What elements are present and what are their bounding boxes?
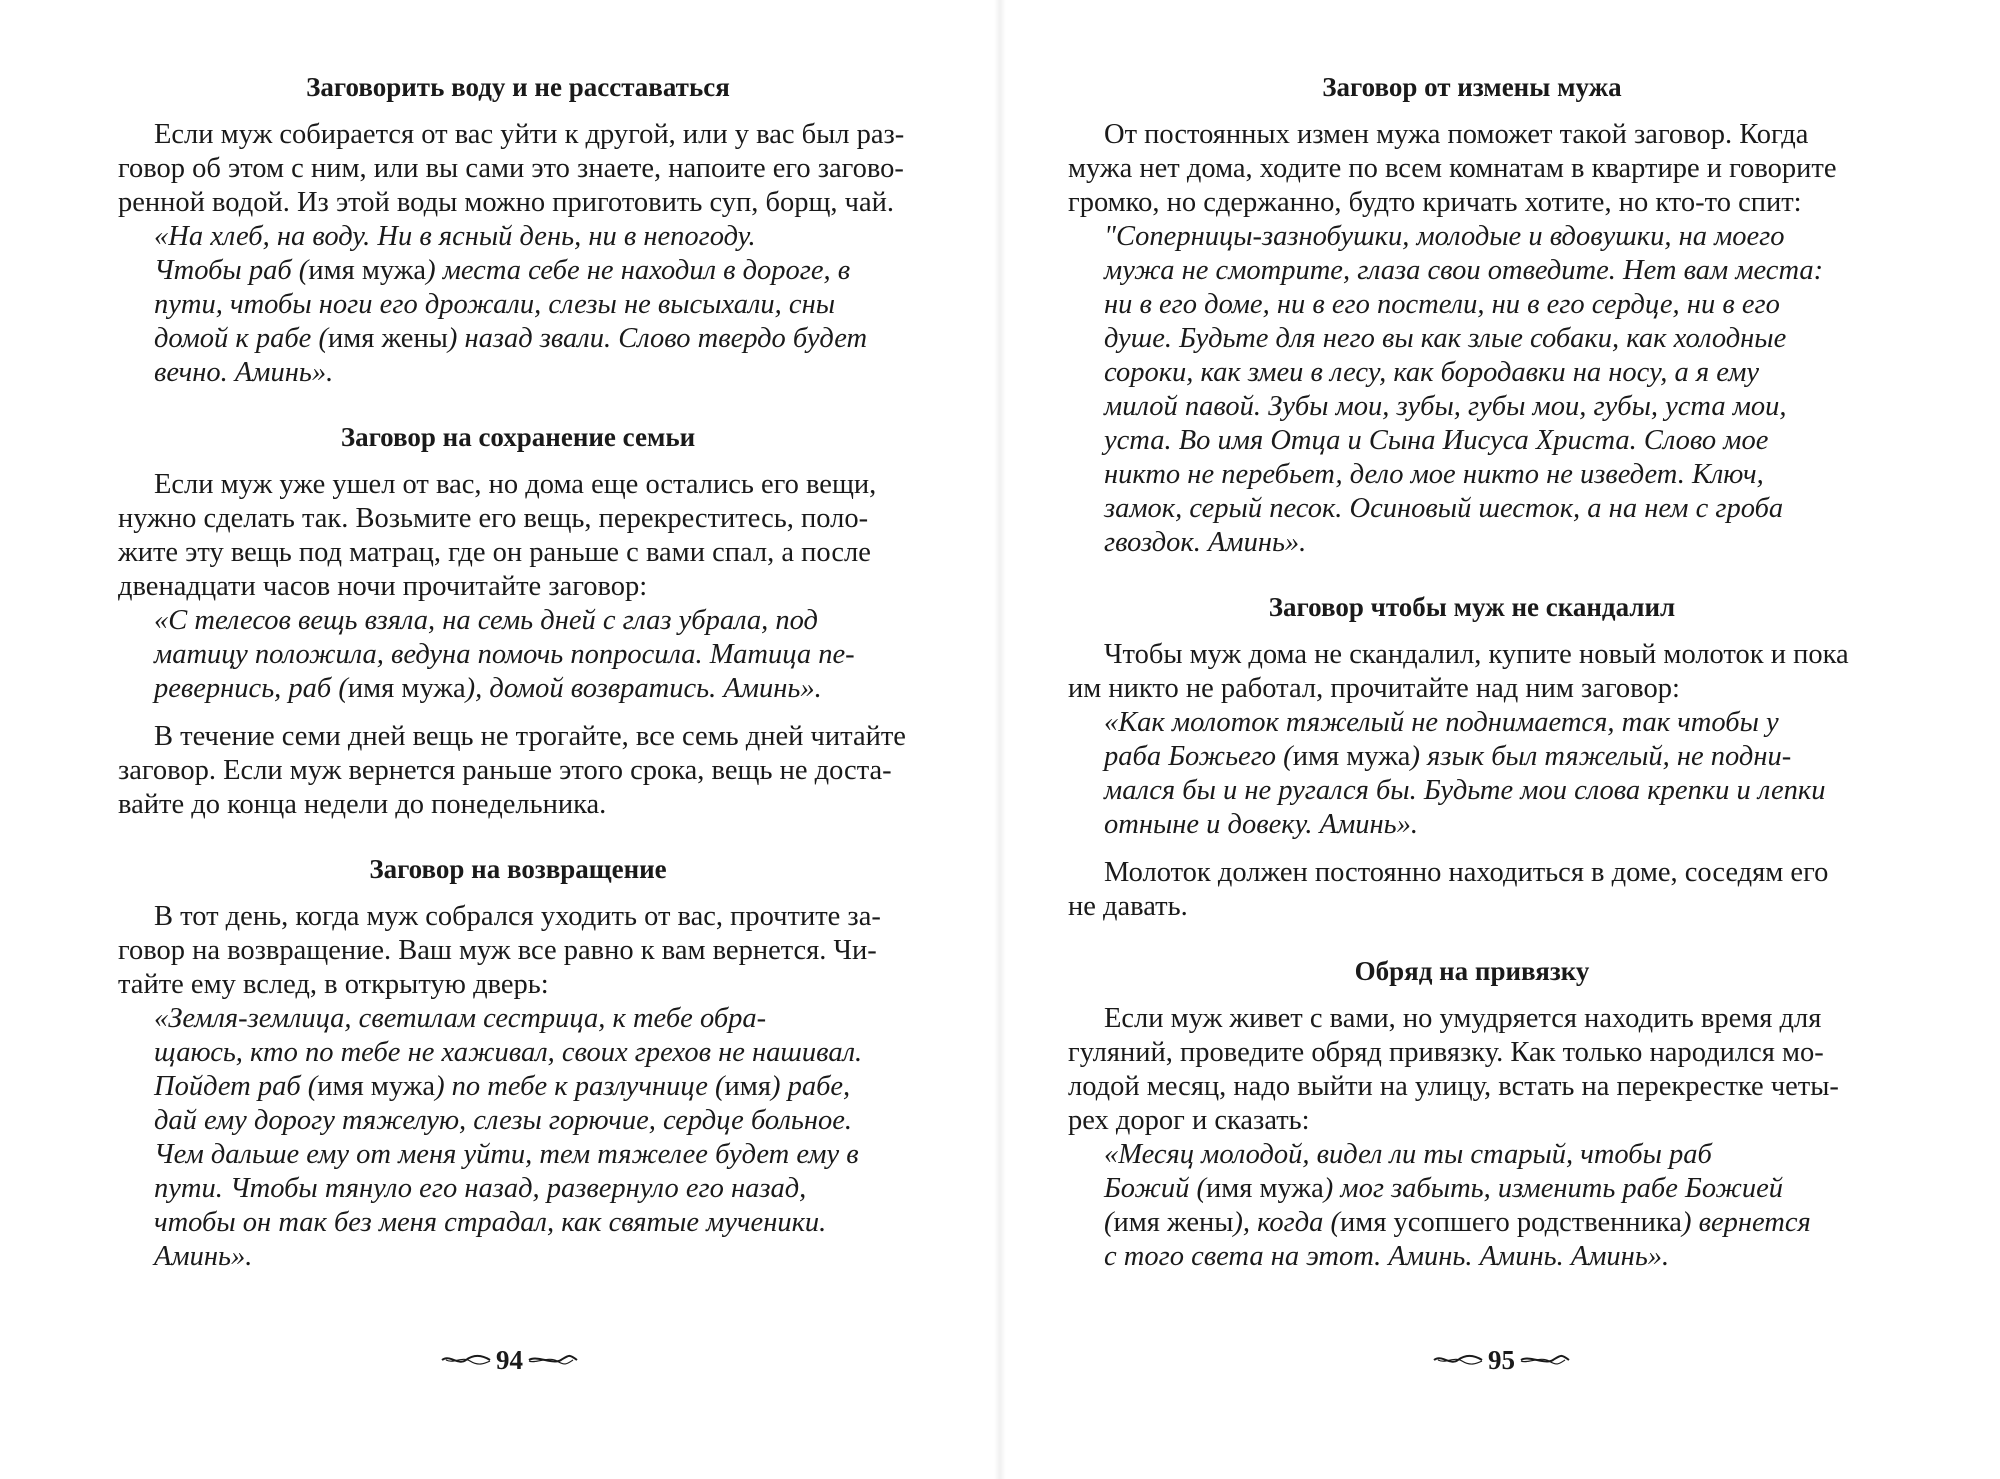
- paragraph: В течение семи дней вещь не трогайте, все семь дней читайте заговор. Если муж вернется раньше этого срока, вещь не доста- вайте до конца недели до понедельника.: [118, 721, 906, 820]
- section-heading: Заговор чтобы муж не скандалил: [1268, 592, 1676, 622]
- section-heading: Заговорить воду и не расставаться: [306, 72, 730, 102]
- paragraph: Если муж живет с вами, но умудряется находить время для гуляний, проведите обряд привязку. Как только народился мо- лодой месяц, надо выйти на улицу, встать на перекрестке четы- рех дорог и сказать:: [1068, 1003, 1839, 1136]
- paragraph: Если муж уже ушел от вас, но дома еще остались его вещи, нужно сделать так. Возьмите его вещь, перекреститесь, поло- жите эту вещь под матрац, где он раньше с вами спал, а после двенадцати часов ночи прочитайте заговор:: [118, 469, 877, 602]
- charm-text: "Соперницы-зазнобушки, молодые и вдовушки, на моего мужа не смотрите, глаза свои отведите. Нет вам места: ни в его доме, ни в его постели, ни в его сердце, ни в его душе. Будьте для него вы как злые собаки, как холодные сороки, как змеи в лесу, как бородавки на носу, а я ему милой павой. Зубы мои, зубы, губы мои, губы, уста мои, уста. Во имя Отца и Сына Иисуса Христа. Слово мое никто не перебьет, дело мое никто не изведет. Ключ, замок, серый песок. Осиновый шесток, а на нем с гроба гвоздок. Аминь».: [1104, 221, 1824, 558]
- charm-text: «С телесов вещь взяла, на семь дней с глаз убрала, под матицу положила, ведуна помочь попросила. Матица пе- ревернись, раб (имя мужа), домой возвратись. Аминь».: [154, 605, 855, 704]
- page-number: 95: [1432, 1343, 1571, 1377]
- left-page-column: [118, 70, 918, 1274]
- paragraph: Молоток должен постоянно находиться в доме, соседям его не давать.: [1068, 857, 1829, 922]
- flourish-right-icon: [527, 1352, 579, 1368]
- right-page-column: [1068, 70, 1876, 1274]
- paragraph: От постоянных измен мужа поможет такой заговор. Когда мужа нет дома, ходите по всем комнатам в квартире и говорите громко, но сдержанно, будто кричать хотите, но кто-то спит:: [1068, 119, 1837, 218]
- flourish-right-icon: [1519, 1352, 1571, 1368]
- flourish-left-icon: [440, 1352, 492, 1368]
- paragraph: Чтобы муж дома не скандалил, купите новый молоток и пока им никто не работал, прочитайте над ним заговор:: [1068, 639, 1849, 704]
- charm-text: «Месяц молодой, видел ли ты старый, чтобы раб Божий (имя мужа) мог забыть, изменить рабе Божией (имя жены), когда (имя усопшего родственника) вернется с того света на этот. Аминь. Аминь. Аминь».: [1104, 1139, 1811, 1272]
- charm-text: «Земля-землица, светилам сестрица, к тебе обра- щаюсь, кто по тебе не хаживал, своих грехов не нашивал. Пойдет раб (имя мужа) по тебе к разлучнице (имя) рабе, дай ему дорогу тяжелую, слезы горючие, сердце больное. Чем дальше ему от меня уйти, тем тяжелее будет ему в пути. Чтобы тянуло его назад, развернуло его назад, чтобы он так без меня страдал, как святые мученики. Аминь».: [154, 1003, 863, 1272]
- section-heading: Заговор от измены мужа: [1322, 72, 1622, 102]
- section-heading: Заговор на сохранение семьи: [340, 422, 696, 452]
- page-number: 94: [440, 1343, 579, 1377]
- section-heading: Заговор на возвращение: [369, 854, 667, 884]
- paragraph: Если муж собирается от вас уйти к другой, или у вас был раз- говор об этом с ним, или вы сами это знаете, напоите его загово- ренной водой. Из этой воды можно приготовить суп, борщ, чай.: [118, 119, 905, 218]
- flourish-left-icon: [1432, 1352, 1484, 1368]
- charm-text: «Как молоток тяжелый не поднимается, так чтобы у раба Божьего (имя мужа) язык был тяжелый, не подни- мался бы и не ругался бы. Будьте мои слова крепки и лепки отныне и довеку. Аминь».: [1104, 707, 1826, 840]
- paragraph: В тот день, когда муж собрался уходить от вас, прочтите за- говор на возвращение. Ваш муж все равно к вам вернется. Чи- тайте ему вслед, в открытую дверь:: [118, 901, 881, 1000]
- right-page: [1000, 0, 2000, 1479]
- charm-text: «На хлеб, на воду. Ни в ясный день, ни в непогоду. Чтобы раб (имя мужа) места себе не находил в дороге, в пути, чтобы ноги его дрожали, слезы не высыхали, сны домой к рабе (имя жены) назад звали. Слово твердо будет вечно. Аминь».: [154, 221, 868, 388]
- section-heading: Обряд на привязку: [1354, 956, 1590, 986]
